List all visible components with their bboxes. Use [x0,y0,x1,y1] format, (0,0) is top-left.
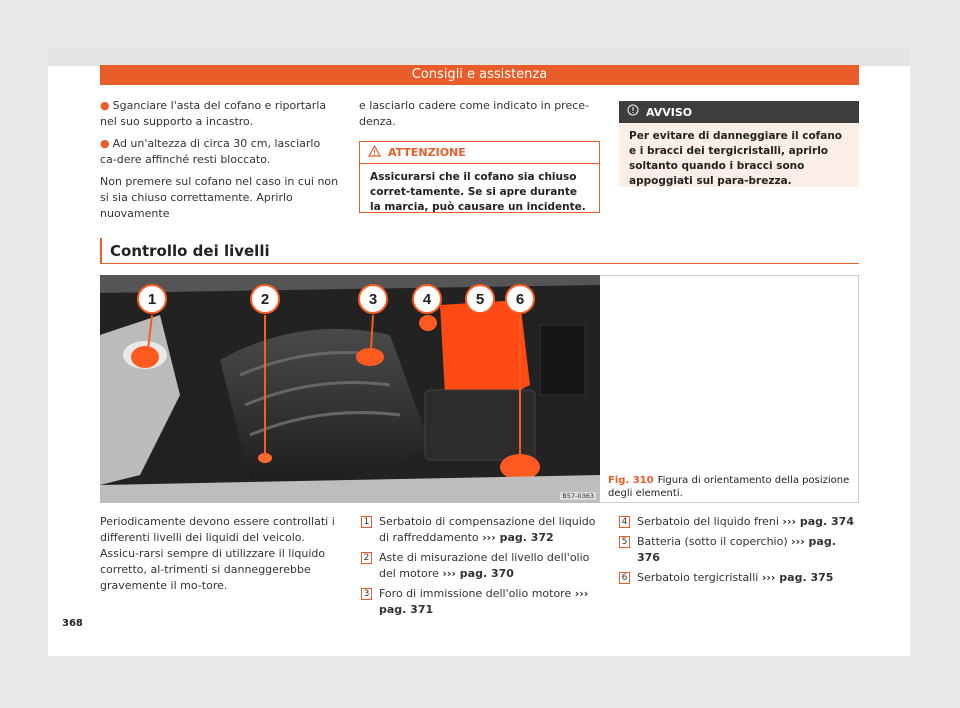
page-ref-link[interactable]: ››› pag. 375 [761,571,834,584]
list-item: 2 Aste di misurazione del livello dell'olio del motore ››› pag. 370 [361,550,601,582]
paragraph-cont: e lasciarlo cadere come indicato in prece-denza. [359,99,590,128]
warning-icon [368,145,381,161]
header-band [48,48,910,66]
bullet-icon: ● [100,137,110,150]
item-number: 1 [361,516,372,528]
svg-text:6: 6 [515,291,525,308]
paragraph: Non premere sul cofano nel caso in cui non si sia chiuso correttamente. Aprirlo nuovamente [100,175,339,220]
figure-caption-text: Figura di orientamento della posizione degli elementi. [608,475,850,499]
svg-text:4: 4 [422,291,432,308]
page-number: 368 [62,618,83,629]
engine-figure [100,275,600,503]
svg-text:2: 2 [260,291,270,308]
page-ref-link[interactable]: ››› pag. 372 [482,531,554,544]
figure-caption-area [600,275,859,503]
info-circle-icon [627,104,639,120]
list-item: 6 Serbatoio tergicristalli ››› pag. 375 [619,570,859,586]
svg-text:1: 1 [147,291,157,308]
avviso-text: Per evitare di danneggiare il cofano e i bracci dei tergicristalli, aprirlo soltanto quando i bracci sono appoggiati sul para-brezza. [629,130,843,187]
item-number: 3 [361,588,372,600]
page-ref-link[interactable]: ››› pag. 376 [637,535,836,564]
item-number: 5 [619,536,630,548]
callout-4 [413,285,441,313]
avviso-header [619,101,859,123]
item-number: 6 [619,572,630,584]
list-item: 1 Serbatoio di compensazione del liquido di raffreddamento ››› pag. 372 [361,514,601,546]
section-title: Controllo dei livelli [100,238,859,264]
page-ref-link[interactable]: ››› pag. 370 [442,567,514,580]
attenzione-box [359,141,600,213]
attenzione-text: Assicurarsi che il cofano sia chiuso corret-tamente. Se si apre durante la marcia, può causare un incidente. [370,171,586,213]
svg-text:5: 5 [475,291,485,308]
attenzione-header [360,142,599,164]
page-ref-link[interactable]: ››› pag. 371 [379,587,589,616]
figure-number: Fig. 310 [608,475,654,486]
engine-bay-illustration [100,275,600,503]
bullet-1: ● Sganciare l'asta del cofano e riportarla nel suo supporto a incastro. [100,99,327,128]
attenzione-title: ATTENZIONE [388,146,466,159]
items-list-left [361,514,601,622]
figure-caption [608,474,853,500]
item-number: 4 [619,516,630,528]
column-2 [359,98,599,136]
figure-code: B57-0363 [562,492,594,500]
body-text: Periodicamente devono essere controllati i differenti livelli dei liquidi del veicolo. Assicu-rarsi sempre di utilizzare il liquido corretto, al-trimenti si danneggerebbe gravemente il mo-tore. [100,515,335,592]
callout-5 [466,285,494,313]
items-list-right [619,514,859,590]
bullet-icon: ● [100,99,110,112]
list-item: 5 Batteria (sotto il coperchio) ››› pag. 376 [619,534,859,566]
page-header: Consigli e assistenza [100,65,859,85]
column-1 [100,98,340,228]
list-item: 4 Serbatoio del liquido freni ››› pag. 374 [619,514,859,530]
bullet-2: ● Ad un'altezza di circa 30 cm, lasciarlo ca-dere affinché resti bloccato. [100,137,321,166]
page-ref-link[interactable]: ››› pag. 374 [782,515,854,528]
svg-text:3: 3 [368,291,378,308]
item-number: 2 [361,552,372,564]
list-item: 3 Foro di immissione dell'olio motore ››› pag. 371 [361,586,601,618]
avviso-box [619,101,859,187]
avviso-title: AVVISO [646,105,693,119]
